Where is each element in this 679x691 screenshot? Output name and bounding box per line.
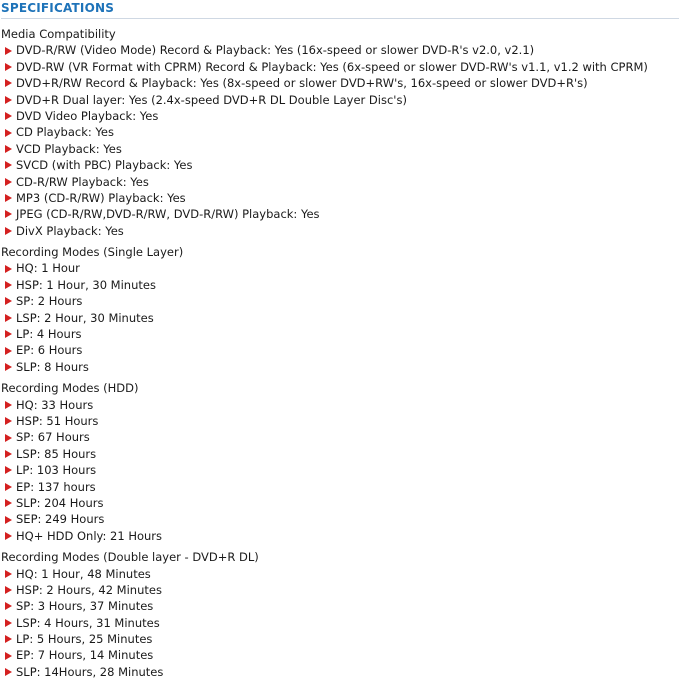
list-item [1, 190, 679, 206]
red-triangle-bullet-icon [5, 570, 12, 578]
list-item [1, 293, 679, 309]
list-item [1, 413, 679, 429]
list-item-text: EP: 7 Hours, 14 Minutes [16, 648, 154, 663]
list-item [1, 157, 679, 173]
list-item-text: SP: 2 Hours [16, 294, 83, 309]
list-item [1, 359, 679, 375]
list-item [1, 310, 679, 326]
red-triangle-bullet-icon [5, 619, 12, 627]
list-item-text: JPEG (CD-R/RW,DVD-R/RW, DVD-R/RW) Playback: Yes [16, 207, 320, 222]
list-item-text: EP: 137 hours [16, 479, 96, 494]
list-item [1, 124, 679, 140]
red-triangle-bullet-icon [5, 532, 12, 540]
list-item [1, 174, 679, 190]
red-triangle-bullet-icon [5, 483, 12, 491]
red-triangle-bullet-icon [5, 363, 12, 371]
list-item [1, 495, 679, 511]
red-triangle-bullet-icon [5, 347, 12, 355]
spec-section [1, 244, 679, 375]
red-triangle-bullet-icon [5, 450, 12, 458]
divider [1, 18, 679, 19]
red-triangle-bullet-icon [5, 516, 12, 524]
red-triangle-bullet-icon [5, 178, 12, 186]
red-triangle-bullet-icon [5, 129, 12, 137]
list-item [1, 631, 679, 647]
spec-section [1, 549, 679, 680]
list-item [1, 223, 679, 239]
list-item-text: SLP: 8 Hours [16, 359, 89, 374]
list-item-text: DVD+R/RW Record & Playback: Yes (8x-speed or slower DVD+RW's, 16x-speed or slower DVD+R's) [16, 76, 588, 91]
list-item-text: HSP: 51 Hours [16, 413, 99, 428]
list-item [1, 462, 679, 478]
red-triangle-bullet-icon [5, 434, 12, 442]
list-item-text: LSP: 4 Hours, 31 Minutes [16, 615, 160, 630]
list-item [1, 42, 679, 58]
list-item [1, 326, 679, 342]
list-item-text: LSP: 85 Hours [16, 446, 97, 461]
list-item-text: CD Playback: Yes [16, 125, 114, 140]
list-item-text: SLP: 204 Hours [16, 495, 104, 510]
red-triangle-bullet-icon [5, 112, 12, 120]
red-triangle-bullet-icon [5, 265, 12, 273]
list-item-text: DivX Playback: Yes [16, 223, 124, 238]
red-triangle-bullet-icon [5, 586, 12, 594]
list-item [1, 446, 679, 462]
red-triangle-bullet-icon [5, 417, 12, 425]
list-item [1, 59, 679, 75]
spec-sections [1, 26, 679, 680]
list-item [1, 92, 679, 108]
list-item [1, 528, 679, 544]
list-item-text: DVD-RW (VR Format with CPRM) Record & Playback: Yes (6x-speed or slower DVD-RW's v1.1, v1.2 with CPRM) [16, 59, 648, 74]
list-item-text: SEP: 249 Hours [16, 512, 105, 527]
list-item [1, 511, 679, 527]
red-triangle-bullet-icon [5, 652, 12, 660]
list-item-text: HQ: 1 Hour, 48 Minutes [16, 566, 151, 581]
list-item-text: DVD-R/RW (Video Mode) Record & Playback: Yes (16x-speed or slower DVD-R's v2.0, v2.1) [16, 43, 535, 58]
spec-section [1, 26, 679, 239]
red-triangle-bullet-icon [5, 297, 12, 305]
list-item-text: CD-R/RW Playback: Yes [16, 174, 149, 189]
red-triangle-bullet-icon [5, 668, 12, 676]
list-item-text: HSP: 2 Hours, 42 Minutes [16, 582, 162, 597]
section-title: Recording Modes (Double layer - DVD+R DL) [1, 550, 259, 565]
list-item [1, 566, 679, 582]
list-item [1, 615, 679, 631]
list-item [1, 582, 679, 598]
list-item-text: SP: 67 Hours [16, 430, 90, 445]
red-triangle-bullet-icon [5, 96, 12, 104]
list-item-text: HSP: 1 Hour, 30 Minutes [16, 277, 156, 292]
list-item-text: HQ: 1 Hour [16, 261, 80, 276]
list-item-text: VCD Playback: Yes [16, 141, 122, 156]
page-title: SPECIFICATIONS [1, 1, 115, 15]
list-item-text: LP: 4 Hours [16, 327, 82, 342]
red-triangle-bullet-icon [5, 63, 12, 71]
red-triangle-bullet-icon [5, 635, 12, 643]
list-item [1, 206, 679, 222]
red-triangle-bullet-icon [5, 602, 12, 610]
list-item-text: SP: 3 Hours, 37 Minutes [16, 599, 154, 614]
red-triangle-bullet-icon [5, 210, 12, 218]
red-triangle-bullet-icon [5, 161, 12, 169]
list-item [1, 664, 679, 680]
list-item-text: HQ: 33 Hours [16, 397, 94, 412]
red-triangle-bullet-icon [5, 330, 12, 338]
red-triangle-bullet-icon [5, 281, 12, 289]
list-item [1, 647, 679, 663]
red-triangle-bullet-icon [5, 499, 12, 507]
section-title: Recording Modes (HDD) [1, 381, 139, 396]
list-item-text: SVCD (with PBC) Playback: Yes [16, 158, 193, 173]
list-item-text: LP: 5 Hours, 25 Minutes [16, 632, 153, 647]
list-item-text: DVD Video Playback: Yes [16, 108, 159, 123]
red-triangle-bullet-icon [5, 401, 12, 409]
red-triangle-bullet-icon [5, 227, 12, 235]
list-item [1, 598, 679, 614]
list-item [1, 260, 679, 276]
list-item [1, 479, 679, 495]
list-item-text: LP: 103 Hours [16, 463, 97, 478]
red-triangle-bullet-icon [5, 47, 12, 55]
list-item [1, 397, 679, 413]
list-item [1, 108, 679, 124]
section-title: Media Compatibility [1, 27, 116, 41]
red-triangle-bullet-icon [5, 314, 12, 322]
list-item [1, 342, 679, 358]
red-triangle-bullet-icon [5, 145, 12, 153]
list-item-text: SLP: 14Hours, 28 Minutes [16, 664, 164, 679]
list-item-text: LSP: 2 Hour, 30 Minutes [16, 310, 154, 325]
spec-section [1, 380, 679, 544]
section-title: Recording Modes (Single Layer) [1, 245, 184, 260]
red-triangle-bullet-icon [5, 79, 12, 87]
list-item [1, 277, 679, 293]
list-item-text: HQ+ HDD Only: 21 Hours [16, 528, 163, 543]
list-item [1, 429, 679, 445]
red-triangle-bullet-icon [5, 194, 12, 202]
list-item [1, 141, 679, 157]
red-triangle-bullet-icon [5, 466, 12, 474]
list-item-text: EP: 6 Hours [16, 343, 83, 358]
list-item-text: MP3 (CD-R/RW) Playback: Yes [16, 190, 186, 205]
list-item [1, 75, 679, 91]
list-item-text: DVD+R Dual layer: Yes (2.4x-speed DVD+R DL Double Layer Disc's) [16, 92, 407, 107]
